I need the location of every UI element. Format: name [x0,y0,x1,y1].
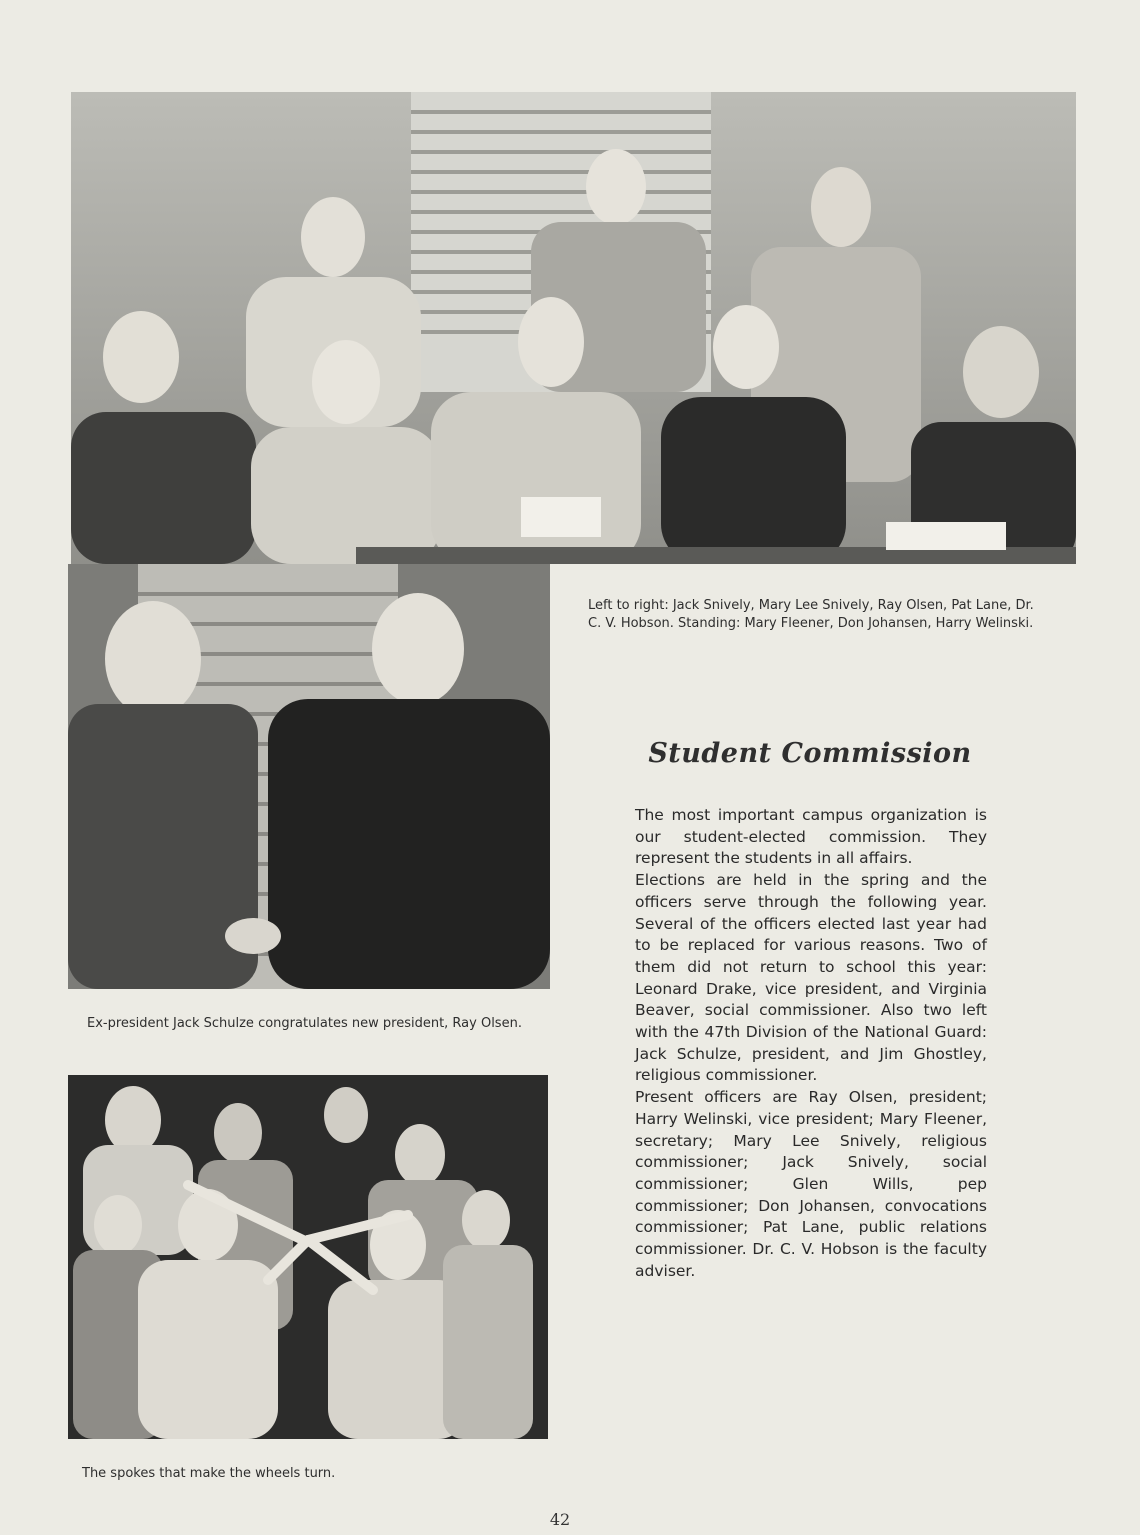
article-body [635,805,987,1282]
article-paragraph: The most important campus organization is our student-elected commission. They represent the students in all affairs. [635,806,987,868]
caption-handshake-photo: Ex-president Jack Schulze congratulates new president, Ray Olsen. [87,1016,522,1031]
caption-spokes-photo: The spokes that make the wheels turn. [82,1466,336,1481]
spokes-photo [68,1075,548,1439]
section-title: Student Commission [648,738,972,769]
article-paragraph: Present officers are Ray Olsen, president; Harry Welinski, vice president; Mary Fleener, secretary; Mary Lee Snively, religious commissioner; Jack Snively, social commissioner; Glen Wills, pep commissioner; Don Johansen, convocations commissioner; Pat Lane, public relations commissioner. Dr. C. V. Hobson is the faculty adviser. [635,1088,987,1280]
article-paragraph: Elections are held in the spring and the officers serve through the following year. Several of the officers elected last year had to be replaced for various reasons. Two of them did not return to school this year: Leonard Drake, vice president, and Virginia Beaver, social commissioner. Also two left with the 47th Division of the National Guard: Jack Schulze, president, and Jim Ghostley, religious commissioner. [635,871,987,1085]
group-photo-commission [71,92,1076,564]
page-number: 42 [549,1510,571,1529]
handshake-photo [68,564,550,989]
caption-group-photo: Left to right: Jack Snively, Mary Lee Snively, Ray Olsen, Pat Lane, Dr. C. V. Hobson. Standing: Mary Fleener, Don Johansen, Harry Welinski. [588,598,1034,631]
